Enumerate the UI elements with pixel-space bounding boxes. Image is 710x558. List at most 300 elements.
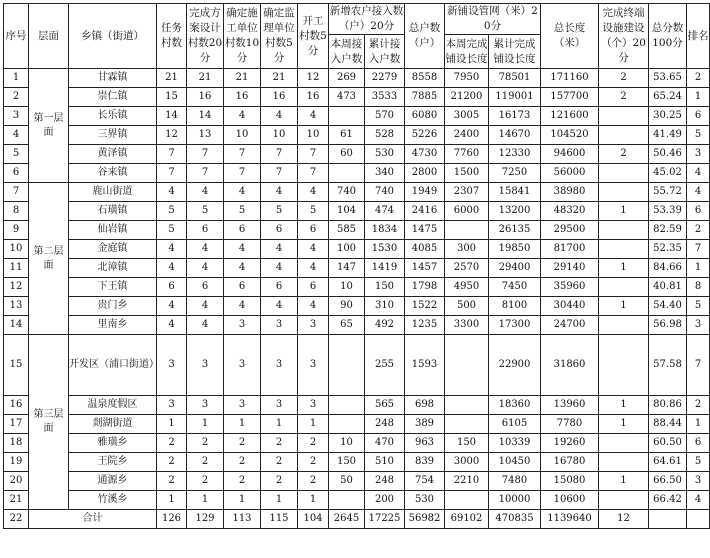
cell-rank: 1 <box>687 259 710 278</box>
cell-rank: 2 <box>687 69 710 88</box>
cell-total-length: 35960 <box>541 278 599 297</box>
table-row <box>4 107 710 126</box>
cell-supervision: 2 <box>261 472 298 491</box>
table-row <box>4 88 710 107</box>
cell-started: 1 <box>298 491 329 510</box>
cell-total-length: 10600 <box>541 491 599 510</box>
cell-cum-access: 474 <box>365 202 405 221</box>
cell-score: 54.40 <box>649 297 687 316</box>
table-row <box>4 297 710 316</box>
cell-weekly-pipe: 3000 <box>445 453 489 472</box>
col-header-cum-access: 累计接入户数 <box>365 35 405 69</box>
cell-households: 963 <box>405 434 445 453</box>
cell-weekly-access: 104 <box>329 202 365 221</box>
cell-supervision: 1 <box>261 491 298 510</box>
cell-weekly-pipe <box>445 415 489 434</box>
cell-terminal: 2 <box>599 69 649 88</box>
cell-seq: 9 <box>4 221 29 240</box>
col-header-design: 完成方案设计村数20分 <box>187 4 224 69</box>
cell-town: 温泉度假区 <box>69 396 157 415</box>
cell-terminal <box>599 335 649 396</box>
cell-started: 4 <box>298 240 329 259</box>
cell-total-length: 81700 <box>541 240 599 259</box>
total-weekly-pipe: 69102 <box>445 510 489 529</box>
cell-construction: 1 <box>224 415 261 434</box>
cell-started: 4 <box>298 297 329 316</box>
cell-tasks: 5 <box>157 221 187 240</box>
cell-total-length: 157700 <box>541 88 599 107</box>
cell-cum-access: 740 <box>365 183 405 202</box>
cell-design: 6 <box>187 278 224 297</box>
cell-construction: 4 <box>224 240 261 259</box>
cell-cum-pipe: 16173 <box>489 107 541 126</box>
cell-households: 4085 <box>405 240 445 259</box>
cell-supervision: 10 <box>261 126 298 145</box>
cell-rank: 4 <box>687 491 710 510</box>
cell-tasks: 2 <box>157 434 187 453</box>
cell-cum-pipe: 14670 <box>489 126 541 145</box>
cell-weekly-access: 150 <box>329 453 365 472</box>
cell-total-length: 29140 <box>541 259 599 278</box>
cell-level: 第一层面 <box>29 69 69 183</box>
cell-rank: 4 <box>687 164 710 183</box>
cell-started: 6 <box>298 278 329 297</box>
cell-seq: 12 <box>4 278 29 297</box>
cell-score: 50.46 <box>649 145 687 164</box>
cell-construction: 4 <box>224 183 261 202</box>
cell-town: 谷来镇 <box>69 164 157 183</box>
cell-weekly-access <box>329 335 365 396</box>
cell-design: 14 <box>187 107 224 126</box>
cell-design: 3 <box>187 335 224 396</box>
cell-households: 698 <box>405 396 445 415</box>
cell-construction: 4 <box>224 107 261 126</box>
cell-rank: 6 <box>687 202 710 221</box>
table-row <box>4 472 710 491</box>
cell-design: 7 <box>187 164 224 183</box>
cell-cum-pipe: 22900 <box>489 335 541 396</box>
cell-seq: 8 <box>4 202 29 221</box>
cell-total-length: 15080 <box>541 472 599 491</box>
cell-rank: 6 <box>687 434 710 453</box>
cell-total-length: 30440 <box>541 297 599 316</box>
col-header-weekly-access: 本周接入户数 <box>329 35 365 69</box>
cell-started: 7 <box>298 145 329 164</box>
cell-terminal <box>599 183 649 202</box>
cell-started: 16 <box>298 88 329 107</box>
total-design: 129 <box>187 510 224 529</box>
cell-cum-pipe: 17300 <box>489 316 541 335</box>
cell-weekly-pipe: 2570 <box>445 259 489 278</box>
cell-seq: 4 <box>4 126 29 145</box>
cell-construction: 1 <box>224 491 261 510</box>
cell-terminal: 2 <box>599 88 649 107</box>
cell-started: 2 <box>298 453 329 472</box>
cell-construction: 6 <box>224 278 261 297</box>
cell-supervision: 6 <box>261 221 298 240</box>
cell-weekly-access: 10 <box>329 278 365 297</box>
col-header-score: 总分数100分 <box>649 4 687 69</box>
cell-cum-access: 3533 <box>365 88 405 107</box>
total-cum-access: 17225 <box>365 510 405 529</box>
cell-supervision: 5 <box>261 202 298 221</box>
cell-construction: 3 <box>224 316 261 335</box>
cell-households: 4730 <box>405 145 445 164</box>
cell-weekly-pipe: 7950 <box>445 69 489 88</box>
cell-cum-access: 565 <box>365 396 405 415</box>
total-terminal: 12 <box>599 510 649 529</box>
col-header-town: 乡镇（街道） <box>69 4 157 69</box>
cell-households: 1798 <box>405 278 445 297</box>
cell-weekly-pipe: 1500 <box>445 164 489 183</box>
cell-construction: 2 <box>224 472 261 491</box>
cell-construction: 16 <box>224 88 261 107</box>
cell-cum-pipe: 10450 <box>489 453 541 472</box>
cell-households: 1593 <box>405 335 445 396</box>
cell-supervision: 4 <box>261 107 298 126</box>
total-weekly-access: 2645 <box>329 510 365 529</box>
cell-weekly-access <box>329 396 365 415</box>
cell-rank: 5 <box>687 126 710 145</box>
cell-terminal: 2 <box>599 145 649 164</box>
cell-design: 4 <box>187 183 224 202</box>
cell-weekly-pipe: 21200 <box>445 88 489 107</box>
cell-cum-access: 340 <box>365 164 405 183</box>
cell-construction: 2 <box>224 453 261 472</box>
cell-total-length: 121600 <box>541 107 599 126</box>
cell-seq: 3 <box>4 107 29 126</box>
cell-supervision: 2 <box>261 434 298 453</box>
table-row <box>4 491 710 510</box>
cell-total-length: 13960 <box>541 396 599 415</box>
cell-started: 3 <box>298 316 329 335</box>
cell-households: 839 <box>405 453 445 472</box>
cell-total-length: 24700 <box>541 316 599 335</box>
table-body <box>4 69 710 529</box>
cell-design: 5 <box>187 202 224 221</box>
cell-town: 仙岩镇 <box>69 221 157 240</box>
cell-rank: 8 <box>687 278 710 297</box>
cell-terminal <box>599 221 649 240</box>
table-row <box>4 316 710 335</box>
cell-score: 56.98 <box>649 316 687 335</box>
cell-seq: 17 <box>4 415 29 434</box>
table-row <box>4 453 710 472</box>
cell-households: 1949 <box>405 183 445 202</box>
cell-households: 389 <box>405 415 445 434</box>
cell-weekly-access: 585 <box>329 221 365 240</box>
cell-cum-pipe: 6105 <box>489 415 541 434</box>
cell-rank: 3 <box>687 145 710 164</box>
cell-score: 66.50 <box>649 472 687 491</box>
cell-weekly-pipe: 500 <box>445 297 489 316</box>
cell-design: 2 <box>187 434 224 453</box>
total-rank <box>687 510 710 529</box>
cell-cum-pipe: 15841 <box>489 183 541 202</box>
cell-seq: 13 <box>4 297 29 316</box>
cell-total-length: 48320 <box>541 202 599 221</box>
cell-supervision: 4 <box>261 259 298 278</box>
cell-design: 1 <box>187 491 224 510</box>
cell-rank: 4 <box>687 183 710 202</box>
cell-seq: 10 <box>4 240 29 259</box>
cell-tasks: 6 <box>157 278 187 297</box>
total-cum-pipe: 470835 <box>489 510 541 529</box>
cell-construction: 7 <box>224 145 261 164</box>
col-header-terminal: 完成终端设施建设（个）20分 <box>599 4 649 69</box>
cell-design: 1 <box>187 415 224 434</box>
cell-terminal: 1 <box>599 297 649 316</box>
cell-seq: 6 <box>4 164 29 183</box>
cell-cum-access: 1419 <box>365 259 405 278</box>
cell-supervision: 7 <box>261 164 298 183</box>
cell-score: 80.86 <box>649 396 687 415</box>
cell-tasks: 7 <box>157 164 187 183</box>
table-row <box>4 126 710 145</box>
table-row <box>4 240 710 259</box>
cell-tasks: 4 <box>157 183 187 202</box>
cell-households: 7885 <box>405 88 445 107</box>
cell-started: 4 <box>298 107 329 126</box>
cell-seq: 11 <box>4 259 29 278</box>
cell-score: 53.65 <box>649 69 687 88</box>
cell-rank: 3 <box>687 472 710 491</box>
cell-seq: 14 <box>4 316 29 335</box>
cell-cum-pipe: 29400 <box>489 259 541 278</box>
cell-design: 3 <box>187 396 224 415</box>
cell-households: 8558 <box>405 69 445 88</box>
cell-cum-pipe: 7480 <box>489 472 541 491</box>
cell-weekly-access: 100 <box>329 240 365 259</box>
cell-design: 7 <box>187 145 224 164</box>
cell-households: 1457 <box>405 259 445 278</box>
cell-terminal <box>599 126 649 145</box>
cell-households: 1522 <box>405 297 445 316</box>
cell-rank: 7 <box>687 335 710 396</box>
table-row <box>4 145 710 164</box>
cell-cum-pipe: 7450 <box>489 278 541 297</box>
cell-town: 崇仁镇 <box>69 88 157 107</box>
cell-weekly-access: 473 <box>329 88 365 107</box>
table-row <box>4 259 710 278</box>
cell-weekly-access <box>329 164 365 183</box>
cell-tasks: 12 <box>157 126 187 145</box>
cell-town: 三界镇 <box>69 126 157 145</box>
cell-rank: 2 <box>687 221 710 240</box>
cell-households: 6080 <box>405 107 445 126</box>
cell-town: 下王镇 <box>69 278 157 297</box>
cell-seq: 16 <box>4 396 29 415</box>
cell-town: 竹溪乡 <box>69 491 157 510</box>
cell-score: 53.39 <box>649 202 687 221</box>
cell-seq: 2 <box>4 88 29 107</box>
cell-level: 第二层面 <box>29 183 69 335</box>
cell-design: 4 <box>187 297 224 316</box>
cell-seq: 5 <box>4 145 29 164</box>
cell-cum-access: 528 <box>365 126 405 145</box>
cell-total-length: 31860 <box>541 335 599 396</box>
cell-score: 60.50 <box>649 434 687 453</box>
cell-construction: 21 <box>224 69 261 88</box>
cell-total-length: 7780 <box>541 415 599 434</box>
cell-supervision: 3 <box>261 316 298 335</box>
cell-town: 金庭镇 <box>69 240 157 259</box>
col-header-households: 总户数（户） <box>405 4 445 69</box>
cell-score: 40.81 <box>649 278 687 297</box>
cell-rank: 7 <box>687 240 710 259</box>
cell-seq: 21 <box>4 491 29 510</box>
cell-started: 10 <box>298 126 329 145</box>
cell-rank: 2 <box>687 396 710 415</box>
cell-total-length: 16780 <box>541 453 599 472</box>
cell-score: 57.58 <box>649 335 687 396</box>
cell-tasks: 3 <box>157 335 187 396</box>
cell-terminal <box>599 453 649 472</box>
cell-design: 4 <box>187 240 224 259</box>
cell-supervision: 3 <box>261 396 298 415</box>
table-row <box>4 335 710 396</box>
cell-design: 4 <box>187 259 224 278</box>
cell-town: 雅璜乡 <box>69 434 157 453</box>
cell-cum-pipe: 7250 <box>489 164 541 183</box>
cell-started: 6 <box>298 221 329 240</box>
cell-cum-access: 248 <box>365 415 405 434</box>
cell-tasks: 4 <box>157 316 187 335</box>
cell-weekly-pipe: 3005 <box>445 107 489 126</box>
cell-terminal: 1 <box>599 472 649 491</box>
cell-score: 84.66 <box>649 259 687 278</box>
cell-tasks: 1 <box>157 491 187 510</box>
progress-table <box>3 3 710 529</box>
cell-started: 1 <box>298 415 329 434</box>
cell-weekly-pipe: 300 <box>445 240 489 259</box>
cell-cum-pipe: 18360 <box>489 396 541 415</box>
cell-cum-pipe: 10339 <box>489 434 541 453</box>
cell-construction: 7 <box>224 164 261 183</box>
cell-households: 754 <box>405 472 445 491</box>
cell-rank: 6 <box>687 107 710 126</box>
total-started: 104 <box>298 510 329 529</box>
cell-terminal <box>599 107 649 126</box>
cell-town: 北漳镇 <box>69 259 157 278</box>
cell-weekly-access: 65 <box>329 316 365 335</box>
cell-construction: 10 <box>224 126 261 145</box>
cell-weekly-pipe: 3300 <box>445 316 489 335</box>
cell-cum-access: 570 <box>365 107 405 126</box>
cell-weekly-access: 50 <box>329 472 365 491</box>
cell-terminal <box>599 491 649 510</box>
cell-started: 4 <box>298 183 329 202</box>
cell-supervision: 2 <box>261 453 298 472</box>
cell-started: 7 <box>298 164 329 183</box>
cell-cum-access: 150 <box>365 278 405 297</box>
col-header-tasks: 任务村数 <box>157 4 187 69</box>
cell-supervision: 6 <box>261 278 298 297</box>
table-row <box>4 396 710 415</box>
cell-started: 5 <box>298 202 329 221</box>
cell-total-length: 29500 <box>541 221 599 240</box>
cell-cum-access: 2279 <box>365 69 405 88</box>
cell-cum-access: 1530 <box>365 240 405 259</box>
table-row <box>4 278 710 297</box>
cell-score: 30.25 <box>649 107 687 126</box>
cell-design: 6 <box>187 221 224 240</box>
cell-seq: 19 <box>4 453 29 472</box>
cell-supervision: 4 <box>261 183 298 202</box>
col-header-pipe: 新铺设管网（米）20分 <box>445 4 541 35</box>
cell-score: 41.49 <box>649 126 687 145</box>
cell-supervision: 7 <box>261 145 298 164</box>
cell-cum-pipe: 13200 <box>489 202 541 221</box>
cell-rank: 3 <box>687 316 710 335</box>
cell-construction: 3 <box>224 396 261 415</box>
cell-weekly-access <box>329 491 365 510</box>
col-header-total-length: 总长度（米） <box>541 4 599 69</box>
cell-supervision: 1 <box>261 415 298 434</box>
cell-households: 2416 <box>405 202 445 221</box>
cell-terminal <box>599 434 649 453</box>
cell-town: 长乐镇 <box>69 107 157 126</box>
cell-rank: 5 <box>687 453 710 472</box>
cell-design: 16 <box>187 88 224 107</box>
cell-started: 3 <box>298 335 329 396</box>
total-households: 56982 <box>405 510 445 529</box>
cell-seq: 1 <box>4 69 29 88</box>
cell-started: 2 <box>298 434 329 453</box>
col-header-construction: 确定施工单位村数10分 <box>224 4 261 69</box>
cell-weekly-pipe: 4950 <box>445 278 489 297</box>
total-score <box>649 510 687 529</box>
cell-cum-access: 248 <box>365 472 405 491</box>
cell-seq: 18 <box>4 434 29 453</box>
cell-construction: 2 <box>224 434 261 453</box>
cell-weekly-access: 61 <box>329 126 365 145</box>
cell-town: 王院乡 <box>69 453 157 472</box>
cell-cum-access: 1834 <box>365 221 405 240</box>
cell-supervision: 16 <box>261 88 298 107</box>
cell-design: 13 <box>187 126 224 145</box>
cell-started: 2 <box>298 472 329 491</box>
cell-town: 鹿山街道 <box>69 183 157 202</box>
cell-score: 64.61 <box>649 453 687 472</box>
cell-terminal: 1 <box>599 415 649 434</box>
cell-weekly-pipe: 2400 <box>445 126 489 145</box>
cell-score: 52.35 <box>649 240 687 259</box>
cell-cum-pipe: 19850 <box>489 240 541 259</box>
cell-town: 甘霖镇 <box>69 69 157 88</box>
col-header-seq: 序号 <box>4 4 29 69</box>
cell-construction: 4 <box>224 297 261 316</box>
cell-households: 1235 <box>405 316 445 335</box>
table-row <box>4 221 710 240</box>
cell-town: 通源乡 <box>69 472 157 491</box>
cell-design: 21 <box>187 69 224 88</box>
cell-weekly-pipe: 7760 <box>445 145 489 164</box>
cell-terminal: 1 <box>599 396 649 415</box>
cell-total-length: 171160 <box>541 69 599 88</box>
total-tasks: 126 <box>157 510 187 529</box>
cell-terminal: 1 <box>599 202 649 221</box>
cell-weekly-pipe <box>445 221 489 240</box>
cell-tasks: 3 <box>157 396 187 415</box>
cell-households: 1475 <box>405 221 445 240</box>
cell-weekly-pipe: 2210 <box>445 472 489 491</box>
cell-total-length: 104520 <box>541 126 599 145</box>
col-header-cum-pipe: 累计完成铺设长度 <box>489 35 541 69</box>
cell-weekly-pipe <box>445 491 489 510</box>
cell-terminal: 1 <box>599 259 649 278</box>
cell-design: 2 <box>187 453 224 472</box>
